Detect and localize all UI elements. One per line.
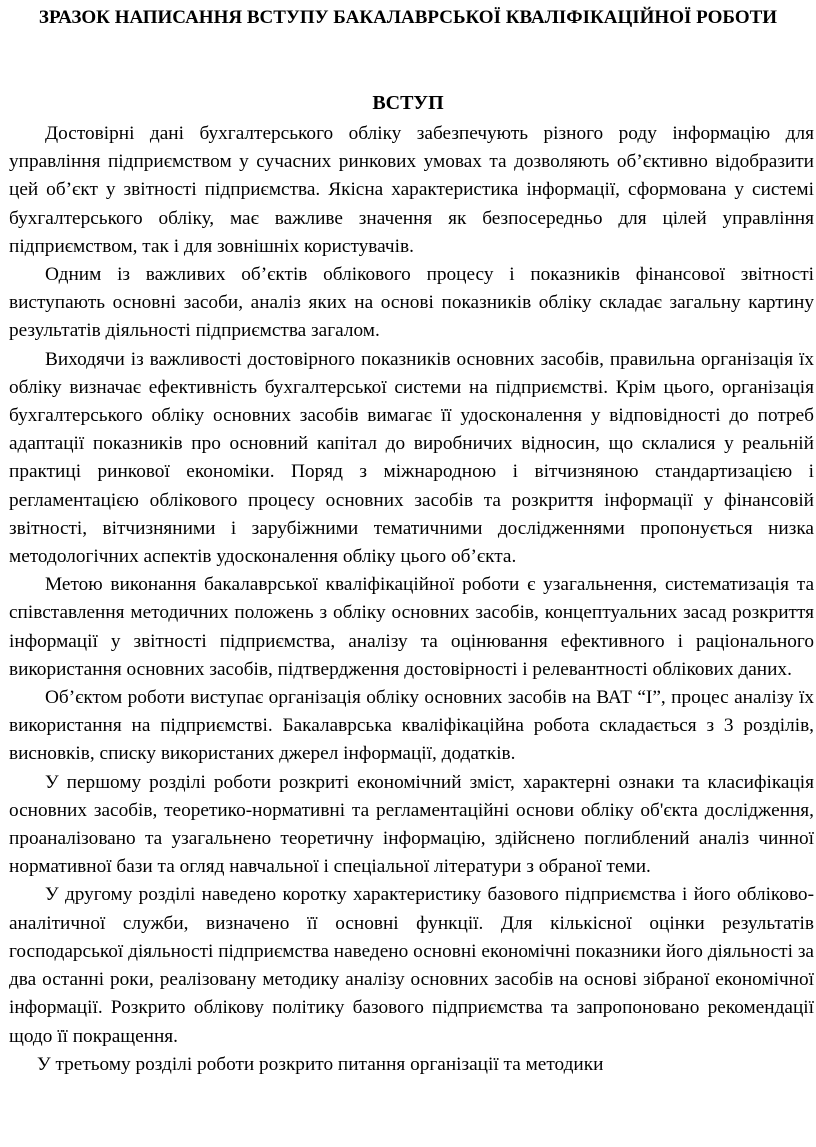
- paragraph: Одним із важливих об’єктів облікового процесу і показників фінансової звітності виступають основні засоби, аналіз яких на основі показників обліку складає загальну картину результатів діяльності підприємства загалом.: [9, 264, 814, 342]
- paragraph: Достовірні дані бухгалтерського обліку забезпечують різного роду інформацію для управління підприємством у сучасних ринкових умовах та дозволяють об’єктивно відобразити цей об’єкт у звітності підприємства. Якісна характеристика інформації, сформована у системі бухгалтерського обліку, має важливе значення як безпосередньо для цілей управління підприємством, так і для зовнішніх користувачів.: [9, 123, 814, 257]
- paragraph: У першому розділі роботи розкриті економічний зміст, характерні ознаки та класифікація основних засобів, теоретико-нормативні та регламентаційні основи обліку об'єкта дослідження, проаналізовано та узагальнено теоретичну інформацію, здійснено поглиблений аналіз чинної нормативної бази та огляд навчальної і спеціальної літератури з обраної теми.: [9, 771, 814, 878]
- document-title: ЗРАЗОК НАПИСАННЯ ВСТУПУ БАКАЛАВРСЬКОЇ КВАЛІФІКАЦІЙНОЇ РОБОТИ: [38, 7, 778, 28]
- paragraph: Виходячи із важливості достовірного показників основних засобів, правильна організація їх обліку визначає ефективність бухгалтерської системи на підприємстві. Крім цього, організація бухгалтерського обліку основних засобів вимагає її удосконалення у відповідності до потреб адаптації показників про основний капітал до виробничих відносин, що склалися у реальній практиці ринкової економіки. Поряд з міжнародною і вітчизняною стандартизацією і регламентацією облікового процесу основних засобів та розкриття інформації у фінансовій звітності, вітчизняними і зарубіжними тематичними дослідженнями пропонується низка методологічних аспектів удосконалення обліку цього об’єкта.: [9, 348, 814, 568]
- paragraph: Об’єктом роботи виступає організація обліку основних засобів на ВАТ “І”, процес аналізу їх використання на підприємстві. Бакалаврська кваліфікаційна робота складається з 3 розділів, висновків, списку використаних джерел інформації, додатків.: [9, 687, 814, 765]
- document-body: [9, 120, 814, 1079]
- section-heading: ВСТУП: [372, 92, 444, 114]
- paragraph: У третьому розділі роботи розкрито питання організації та методики: [37, 1053, 604, 1075]
- paragraph: Метою виконання бакалаврської кваліфікаційної роботи є узагальнення, систематизація та співставлення методичних положень з обліку основних засобів, концептуальних засад розкриття інформації у звітності підприємства, аналізу та оцінювання ефективного і раціонального використання основних засобів, підтвердження достовірності і релевантності облікових даних.: [9, 574, 814, 680]
- paragraph: У другому розділі наведено коротку характеристику базового підприємства і його обліково-аналітичної служби, визначено її основні функції. Для кількісної оцінки результатів господарської діяльності підприємства наведено основні економічні показники його діяльності за два останні роки, реалізовану методику аналізу основних засобів на основі зібраної економічної інформації. Розкрито облікову політику базового підприємства та запропоновано рекомендації щодо її покращення.: [9, 884, 814, 1047]
